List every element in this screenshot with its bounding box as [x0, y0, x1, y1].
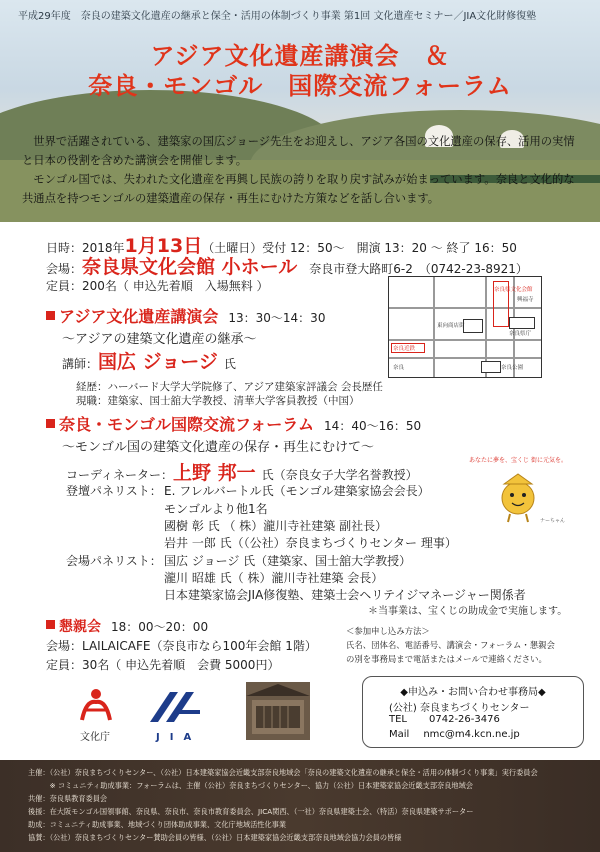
- panel-label: 登壇パネリスト：: [66, 484, 162, 498]
- mail-address[interactable]: nmc@m4.kcn.ne.jp: [423, 729, 520, 740]
- bunkacho-label: 文化庁: [80, 732, 110, 743]
- date-highlight: 1月13日: [124, 235, 203, 257]
- panelist-item: 國樹 彰 氏 （ 株）瀧川寺社建築 副社長）: [164, 519, 388, 533]
- event-capacity: 定員：200名（ 申込先着順 入場無料 ）: [46, 279, 269, 293]
- venue-label: 会場：: [46, 262, 83, 276]
- contact-box: [362, 676, 584, 748]
- footer-line: 主催：（公社）奈良まちづくりセンター、（公社）日本建築家協会近畿支部奈良地域会「奈良の建築文化遺産の継承と保全・活用の体制づくり事業」実行委員会: [28, 768, 538, 777]
- venue-address: 奈良市登大路町6-2 （0742-23-8921）: [309, 262, 528, 276]
- forum-subtitle: ～モンゴル国の建築文化遺産の保存・再生にむけて～: [62, 440, 375, 455]
- map-label-kintetsu: 奈良近鉄: [393, 346, 416, 352]
- party-title: 懇親会: [59, 619, 101, 635]
- mascot-slogan: あなたに夢を、宝くじ 街に元気を。: [469, 457, 567, 464]
- square-bullet-icon: [46, 620, 55, 629]
- footer-line: 助成：コミュニティ助成事業、地域づくり団体助成事業、文化庁地域活性化事業: [28, 820, 287, 829]
- map-road: [433, 277, 435, 377]
- footer-credits: [0, 760, 600, 852]
- panelist-item: E. フレルバートル氏（モンゴル建築家協会会長）: [164, 484, 430, 498]
- footer-line: 後援：在大阪モンゴル国領事館、奈良県、奈良市、奈良市教育委員会、JICA関西、（一社）奈良県建築士会、（特活）奈良県建築サポーター: [28, 807, 474, 816]
- access-map: [388, 276, 542, 378]
- jia-label: J I A: [156, 732, 192, 743]
- takarakuji-mascot-icon: [468, 450, 568, 526]
- party-venue: 会場：LAILAICAFE（奈良市なら100年会館 1階）: [46, 639, 317, 653]
- speaker-suffix: 氏: [223, 357, 236, 371]
- lecture-title: アジア文化遺産講演会: [59, 307, 219, 326]
- series-heading: 平成29年度 奈良の建築文化遺産の継承と保全・活用の体制づくり事業 第1回 文化遺産セミナー／JIA文化財修復塾: [18, 11, 537, 22]
- howto-line: の別を事務局まで電話またはメールで連絡ください。: [346, 654, 547, 664]
- lecture-subtitle: ～アジアの建築文化遺産の継承～: [62, 332, 257, 347]
- coordinator-affiliation: 氏（奈良女子大学名誉教授）: [261, 468, 418, 482]
- panelist-item: 岩井 一郎 氏（（公社）奈良まちづくりセンター 理事）: [164, 536, 457, 550]
- speaker-career: 経歴：ハーバード大学大学院修了、アジア建築家評議会 会長歴任: [76, 381, 383, 393]
- howto-line: 氏名、団体名、電話番号、講演会・フォーラム・懇親会: [346, 640, 555, 650]
- main-title-line2: 奈良・モンゴル 国際交流フォーラム: [88, 71, 512, 100]
- lecture-heading: [46, 304, 325, 327]
- howto-title: ＜参加申し込み方法＞: [346, 626, 430, 636]
- speaker-current: 現職：建築家、国士舘大学教授、清華大学客員教授（中国）: [76, 395, 360, 407]
- venue-panelist-item: 国広 ジョージ 氏（建築家、国士舘大学教授）: [164, 554, 412, 568]
- jia-logo-icon: [148, 690, 202, 724]
- map-label-venue: 奈良県文化会館: [494, 287, 533, 293]
- lecture-time: 13：30～14：30: [228, 311, 326, 325]
- map-label-kofukuji: 興福寺: [517, 297, 534, 303]
- forum-heading: [46, 412, 421, 435]
- map-building: [463, 319, 483, 333]
- intro-paragraph-2: モンゴル国では、失われた文化遺産を再興し民族の誇りを取り戻す試みが始まっています。奈良と文化的な共通点を持つモンゴルの建築遺産の保存・再生にむけた方策などを話し合います。: [22, 173, 575, 205]
- machiya-building-icon: [246, 682, 310, 740]
- footer-line: ※ コミュニティ助成事業：フォーラムは、主催（公社）奈良まちづくりセンター、協力（公社）日本建築家協会近畿支部奈良地域会: [28, 781, 473, 790]
- hero-banner: [0, 0, 600, 222]
- map-road: [389, 307, 541, 309]
- party-time: 18：00～20：00: [111, 620, 209, 634]
- venue-panel-label: 会場パネリスト：: [66, 554, 162, 568]
- square-bullet-icon: [46, 311, 55, 320]
- map-label-prefecture: 奈良県庁: [509, 331, 532, 337]
- bunkacho-logo-icon: [76, 684, 116, 724]
- contact-mail: [389, 729, 520, 740]
- party-heading: [46, 616, 208, 636]
- map-label-street: 東向商店街: [437, 323, 465, 329]
- map-building: [481, 361, 501, 373]
- venue-panelist-item: 瀧川 昭雄 氏（ 株）瀧川寺社建築 会長）: [164, 571, 384, 585]
- map-label-nara: 奈良: [393, 365, 405, 371]
- footer-line: 協賛：（公社）奈良まちづくりセンター賛助会員の皆様、（公社）日本建築家協会近畿支部奈良地域会協力会員の皆様: [28, 833, 402, 842]
- lecture-speaker: [62, 347, 236, 374]
- venue-name: 奈良県文化会館 小ホール: [82, 256, 298, 278]
- map-building: [509, 317, 535, 329]
- forum-title: 奈良・モンゴル国際交流フォーラム: [59, 415, 315, 434]
- date-label: 日時：2018年: [46, 241, 125, 255]
- speaker-name: 国広 ジョージ: [98, 351, 218, 373]
- mail-label: Mail: [389, 729, 410, 740]
- party-capacity: 定員：30名（ 申込先着順 会費 5000円）: [46, 658, 280, 672]
- event-venue: [46, 252, 528, 279]
- map-label-park: 奈良公園: [501, 365, 524, 371]
- footer-line: 共催：奈良県教育委員会: [28, 794, 108, 803]
- forum-coordinator: [66, 458, 418, 485]
- mascot-name: ナーちゃん: [540, 518, 566, 524]
- tel-label: TEL: [389, 714, 407, 725]
- main-title-line1: アジア文化遺産講演会 ＆: [150, 41, 450, 70]
- date-times: （土曜日）受付 12：50～ 開演 13：20 ～ 終了 16：50: [202, 241, 517, 255]
- coordinator-name: 上野 邦一: [173, 462, 256, 484]
- forum-time: 14：40～16：50: [324, 419, 422, 433]
- tel-number[interactable]: 0742-26-3476: [429, 714, 500, 725]
- contact-tel: [389, 714, 500, 725]
- map-road: [389, 357, 541, 359]
- coordinator-label: コーディネーター：: [66, 468, 174, 482]
- intro-text: [22, 132, 582, 208]
- venue-panelist-item: 日本建築家協会JIA修復塾、建築士会ヘリテイジマネージャー関係者: [164, 588, 526, 602]
- speaker-label: 講師：: [62, 357, 99, 371]
- contact-org: (公社) 奈良まちづくりセンター: [389, 703, 530, 714]
- square-bullet-icon: [46, 419, 55, 428]
- intro-paragraph-1: 世界で活躍されている、建築家の国広ジョージ先生をお迎えし、アジア各国の文化遺産の保存、活用の実情と日本の役割を含めた講演会を開催します。: [22, 135, 575, 167]
- lottery-note: ＊当事業は、宝くじの助成金で実施します。: [368, 606, 568, 617]
- map-road: [389, 339, 541, 341]
- application-method: [346, 624, 555, 666]
- contact-heading: ◆申込み・お問い合わせ事務局◆: [400, 687, 546, 698]
- panelist-item: モンゴルより他1名: [164, 502, 268, 516]
